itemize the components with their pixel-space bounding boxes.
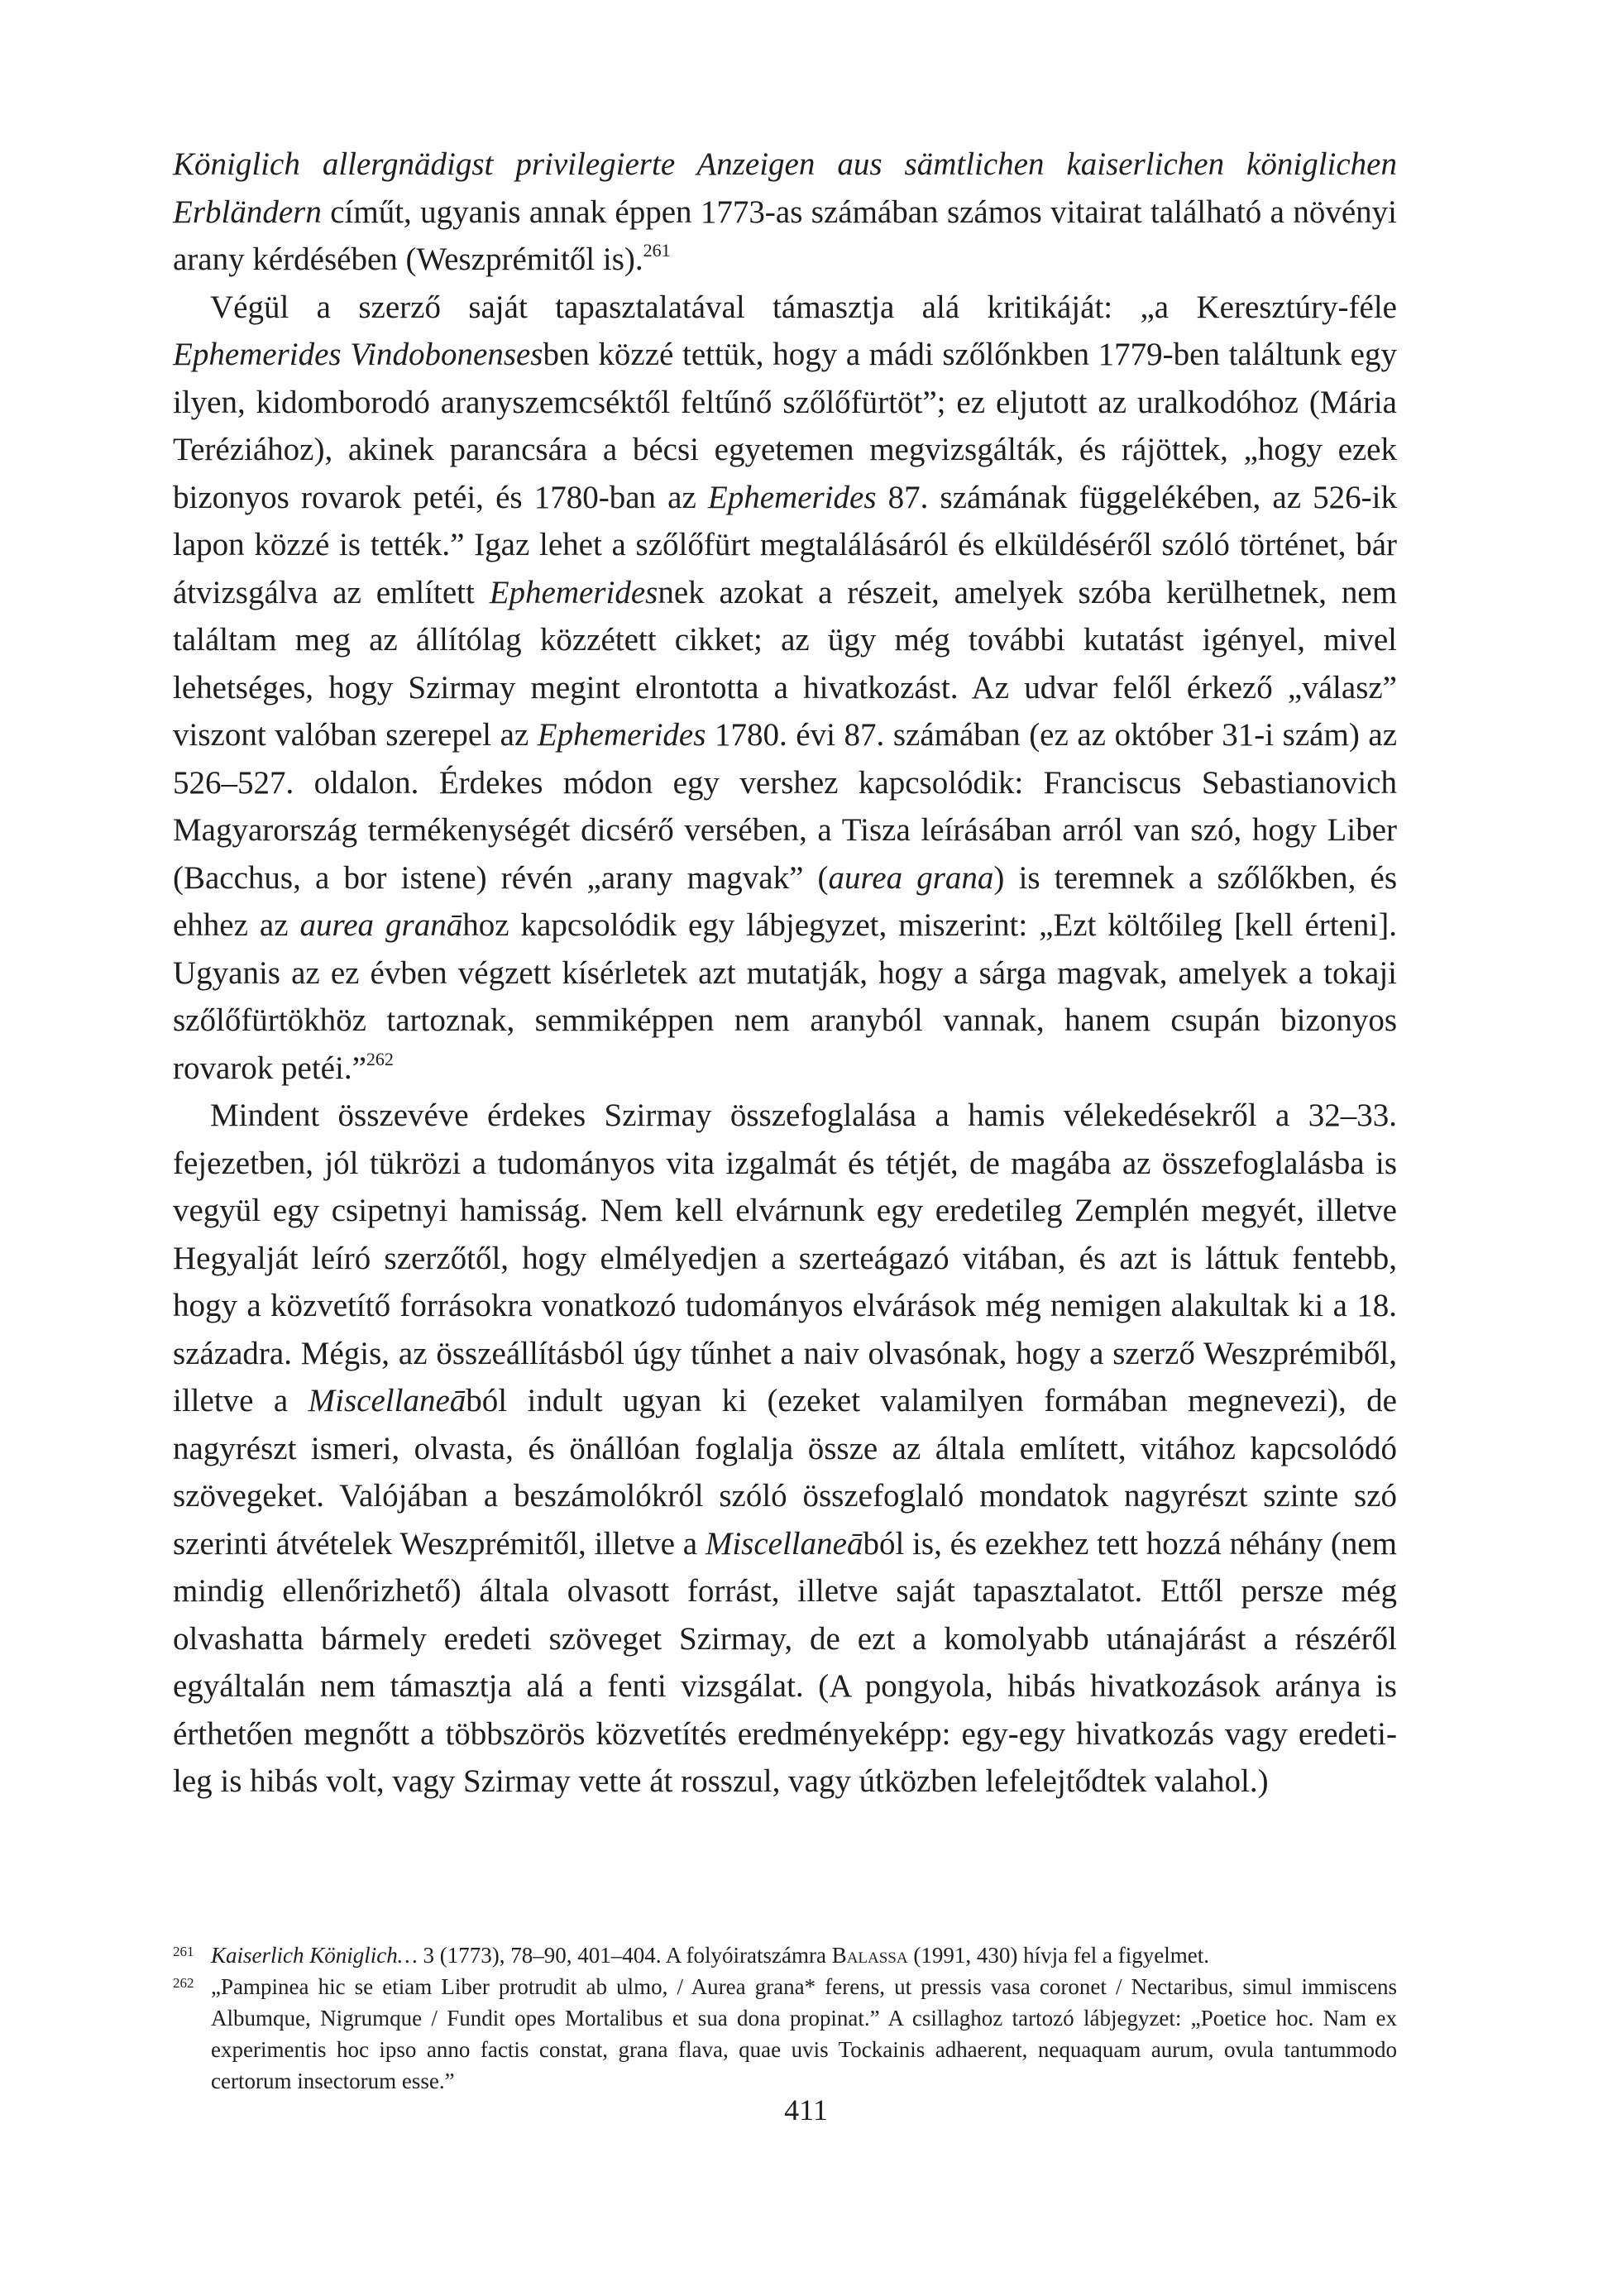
page-number: 411 [784, 2093, 828, 2126]
footnote [173, 1940, 1397, 1971]
text-run: 1780. évi 87. számában (ez az október 31-i szám) az 526–527. oldalon. Érdekes módon egy vershez kapcsolódik: Franciscus Sebastianovich Magyarország termékenységét dicsérő versében, a Tisza leírásában arról van szó, hogy Liber (Bacchus, a bor istene) révén „arany magvak” ( [173, 717, 1397, 896]
text-run: ben közzé tettük, hogy a mádi szőlőnkben 1779-ben találtunk egy ilyen, kidomborodó aranyszemcséktől feltűnő szőlőfürtöt”; ez eljutott az uralkodóhoz (Mária Teréziához), akinek parancsára a bécsi egyetemen megvizsgálták, és rájöttek, „hogy ezek bizonyos rovarok petéi, és 1780-ban az [173, 337, 1397, 515]
italic-text: aurea grana [828, 859, 994, 896]
italic-text: Ephemerides [537, 717, 706, 753]
text-run: nek azokat a részeit, amelyek szóba kerülhetnek, nem találtam meg az állítólag közzétett cikket; az ügy még további kutatást igényel, mivel lehetséges, hogy Szirmay megint elrontotta a hivatkozást. Az udvar felől érkező „válasz” viszont valóban szerepel az [173, 574, 1397, 753]
italic-text: Miscellaneā [705, 1525, 863, 1562]
italic-text: Ephemerides [489, 574, 658, 610]
author-name: Balassa [831, 1943, 908, 1968]
footnote [173, 1971, 1397, 2097]
main-text-block [173, 141, 1397, 1806]
text-run: 3 (1773), 78–90, 401–404. A folyóiratszámra [417, 1943, 832, 1968]
text-run: ) is teremnek a szőlőkben, és ehhez az [173, 859, 1398, 943]
text-run: Végül a szerző saját tapasztalatával támasztja alá kritikáját: „a Keresztúry-féle [210, 289, 1397, 325]
paragraph [173, 284, 1397, 1093]
text-run: ból indult ugyan ki (ezeket valamilyen formában megnevezi), de nagyrészt ismeri, olvasta, és önállóan foglalja össze az általa említett, vitához kapcsolódó szövegeket. Valójában a beszámolókról szóló összefoglaló mondatok nagyrészt szinte szó szerinti átvételek Weszprémitől, illetve a [173, 1383, 1397, 1562]
text-run: (1991, 430) hívja fel a figyelmet. [907, 1943, 1210, 1968]
italic-text: Ephemerides [707, 479, 877, 515]
italic-text: aurea granā [299, 907, 463, 943]
italic-text: Königlich allergnädigst privilegierte Anzeigen aus sämtlichen kaiserlichen königlichen Erbländern [173, 146, 1397, 230]
paragraph [173, 1092, 1397, 1806]
text-run: címűt, ugyanis annak éppen 1773-as számában számos vitairat található a növényi arany kérdésében (Weszprémitől is). [173, 194, 1397, 277]
footnote-number: 262 [173, 1975, 194, 1991]
italic-text: Miscellaneā [308, 1383, 466, 1418]
footnote-ref: 261 [643, 240, 671, 261]
footnote-number: 261 [173, 1944, 194, 1959]
footnote-ref: 262 [366, 1048, 394, 1069]
paragraph [173, 141, 1397, 284]
italic-text: Kaiserlich Königlich… [211, 1943, 418, 1968]
text-run: hoz kapcsolódik egy lábjegyzet, miszerint: „Ezt költőileg [kell érteni]. Ugyanis az ez évben végzett kísérletek azt mutatják, hogy a sárga magvak, amelyek a tokaji szőlőfürtökhöz tartoznak, semmiképpen nem aranyból vannak, hanem csupán bizonyos rovarok petéi.” [173, 907, 1397, 1086]
text-run: „Pampinea hic se etiam Liber protrudit ab ulmo, / Aurea grana* ferens, ut pressis vasa coronet / Nectaribus, simul immiscens Albumque, Nigrumque / Fundit opes Mortalibus et sua dona propinat.” A csillaghoz tartozó lábjegyzet: „Poetice hoc. Nam ex experimentis hoc ipso anno factis constat, grana flava, quae uvis Tockainis adhaerent, nequaquam aurum, ovula tantummodo certorum insectorum esse.” [211, 1974, 1397, 2093]
text-run: Mindent összevéve érdekes Szirmay összefoglalása a hamis vélekedésekről a 32–33. fejezetben, jól tükrözi a tudományos vita izgalmát és tétjét, de magába az összefoglalásba is vegyül egy csipetnyi hamisság. Nem kell elvárnunk egy eredetileg Zemplén megyét, illetve Hegyalját leíró szerzőtől, hogy elmélyedjen a szerteágazó vitában, és azt is láttuk fentebb, hogy a közvetítő forrásokra vonatkozó tudományos elvárások még nemigen alakultak ki a 18. századra. Mégis, az összeállításból úgy tűnhet a naiv olvasónak, hogy a szerző Weszprémiből, illetve a [173, 1098, 1397, 1418]
text-run: 87. számának függelékében, az 526-ik lapon közzé is tették.” Igaz lehet a szőlőfürt megtalálásáról és elküldéséről szóló történet, bár átvizsgálva az említett [173, 479, 1397, 610]
footnotes [173, 1940, 1397, 2097]
body-text [173, 141, 1397, 1806]
italic-text: Ephemerides Vindobonenses [173, 337, 543, 372]
text-run: ból is, és ezekhez tett hozzá néhány (nem mindig ellenőrizhető) általa olvasott forrást, illetve saját tapasztalatot. Ettől persze még olvashatta bármely eredeti szöveget Szirmay, de ezt a komolyabb utánajárást a részéről egyáltalán nem támasztja alá a fenti vizsgálat. (A pongyola, hibás hivatkozások aránya is érthetően megnőtt a többszörös közvetítés eredményeképp: egy-egy hivatkozás vagy eredetileg is hibás volt, vagy Szirmay vette át rosszul, vagy útközben lefelejtődtek valahol.) [173, 1525, 1397, 1799]
